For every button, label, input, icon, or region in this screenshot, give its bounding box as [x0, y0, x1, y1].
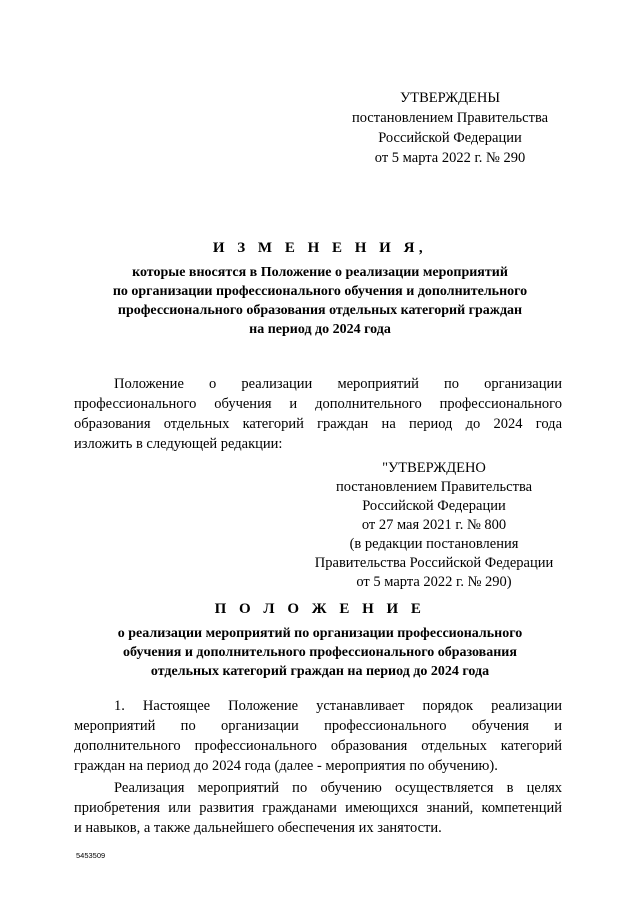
regulation-subtitle-line: о реализации мероприятий по организации профессионального [117, 626, 523, 641]
approval-line-2: постановлением Правительства [351, 110, 549, 126]
regulation-subtitle [60, 624, 580, 681]
paragraph-line: мероприятий по организации профессионального обучения и [74, 718, 562, 734]
approved-edition-line: (в редакции постановления [349, 536, 519, 552]
paragraph-line: образования отдельных категорий граждан на период до 2024 года [74, 416, 562, 432]
paragraph-line: 1. Настоящее Положение устанавливает порядок реализации [114, 698, 562, 714]
changes-subtitle-line: на период до 2024 года [249, 322, 391, 337]
paragraph-line: и навыков, а также дальнейшего обеспечения их занятости. [74, 820, 442, 836]
changes-subtitle-line: профессионального образования отдельных категорий граждан [117, 303, 523, 318]
approved-edition-line: Российской Федерации [362, 498, 506, 514]
document-code: 5453509 [76, 851, 106, 860]
approval-line-3: Российской Федерации [378, 130, 522, 146]
paragraph-line: Положение о реализации мероприятий по организации [114, 376, 562, 392]
approval-line-4: от 5 марта 2022 г. № 290 [374, 150, 526, 166]
paragraph-line: граждан на период до 2024 года (далее - мероприятия по обучению). [74, 758, 498, 774]
paragraph-line: дополнительного профессионального образования отдельных категорий [74, 738, 562, 754]
paragraph-line: приобретения или развития гражданами имеющихся знаний, компетенций [74, 800, 562, 816]
paragraph-line: изложить в следующей редакции: [74, 436, 283, 452]
changes-subtitle [60, 263, 580, 339]
approved-edition-heading: "УТВЕРЖДЕНО [382, 460, 486, 476]
paragraph-1 [74, 696, 562, 776]
approved-edition-line: постановлением Правительства [335, 479, 533, 495]
regulation-title: П О Л О Ж Е Н И Е [214, 601, 426, 617]
approval-heading: УТВЕРЖДЕНЫ [399, 90, 501, 106]
intro-paragraph [74, 374, 562, 454]
approved-edition-line: Правительства Российской Федерации [314, 555, 554, 571]
paragraph-line: Реализация мероприятий по обучению осуществляется в целях [114, 780, 562, 796]
paragraph-2 [74, 778, 562, 838]
approved-edition-line: от 5 марта 2022 г. № 290) [356, 574, 512, 590]
paragraph-line: профессионального обучения и дополнительного профессионального [74, 396, 562, 412]
changes-subtitle-line: которые вносятся в Положение о реализации мероприятий [132, 265, 508, 280]
changes-title: И З М Е Н Е Н И Я, [212, 240, 428, 256]
approved-edition-line: от 27 мая 2021 г. № 800 [361, 517, 507, 533]
regulation-subtitle-line: обучения и дополнительного профессионального образования [123, 645, 517, 660]
regulation-subtitle-line: отдельных категорий граждан на период до 2024 года [150, 664, 490, 679]
approval-stamp-block [300, 88, 600, 168]
changes-subtitle-line: по организации профессионального обучения и дополнительного [112, 284, 528, 299]
approved-edition-block [300, 459, 568, 592]
